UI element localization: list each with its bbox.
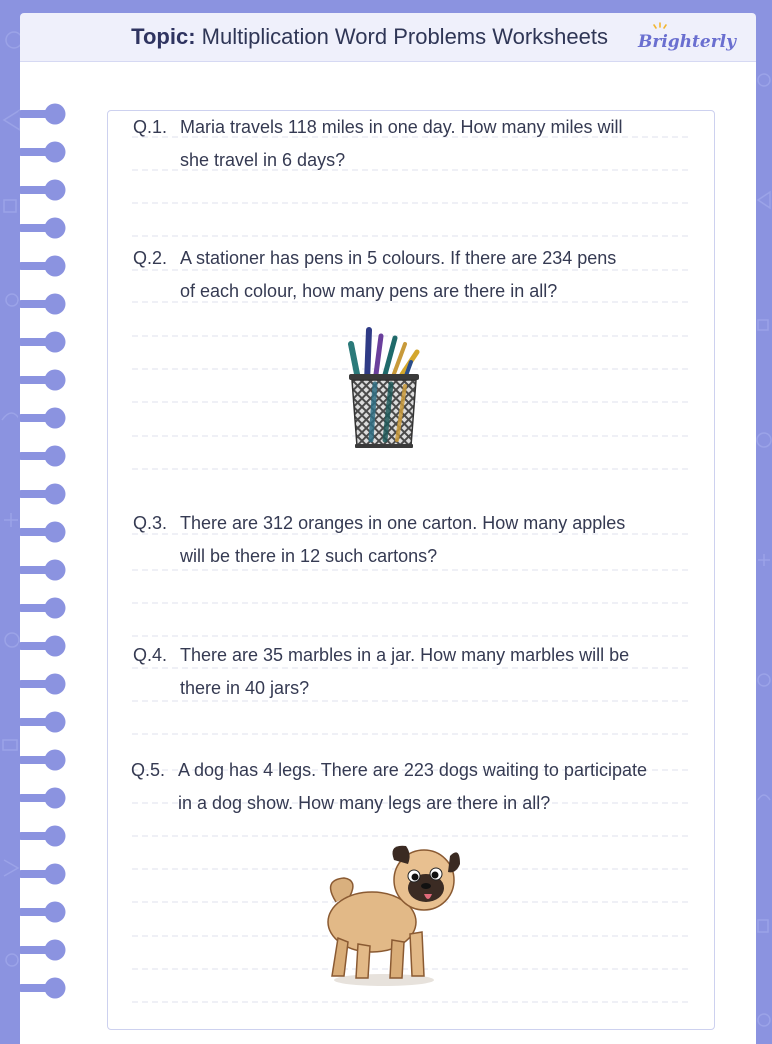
question-number: Q.4. [133, 645, 168, 665]
logo-text: Brighterly [638, 32, 736, 52]
question-text-line-2: in a dog show. How many legs are there in all? [178, 793, 551, 813]
topic-label: Topic: [131, 24, 196, 49]
question-text-line-2: she travel in 6 days? [180, 150, 346, 170]
question-number: Q.3. [133, 513, 168, 533]
question-text-line-2: will be there in 12 such cartons? [180, 546, 438, 566]
question-text-line-1: Maria travels 118 miles in one day. How many miles will [180, 117, 623, 137]
question-number: Q.2. [133, 248, 168, 268]
question-text-line-2: of each colour, how many pens are there in all? [180, 281, 558, 301]
question-text-line-1: A dog has 4 legs. There are 223 dogs waiting to participate [178, 760, 647, 780]
pen-holder-icon [345, 322, 425, 452]
question-text-line-1: There are 35 marbles in a jar. How many marbles will be [180, 645, 630, 665]
pug-dog-icon [314, 840, 464, 990]
topic-title: Multiplication Word Problems Worksheets [201, 24, 608, 49]
question-text-line-2: there in 40 jars? [180, 678, 310, 698]
question-number: Q.5. [131, 760, 166, 780]
question-number: Q.1. [133, 117, 168, 137]
question-text-line-1: A stationer has pens in 5 colours. If there are 234 pens [180, 248, 617, 268]
question-text-line-1: There are 312 oranges in one carton. How many apples [180, 513, 626, 533]
